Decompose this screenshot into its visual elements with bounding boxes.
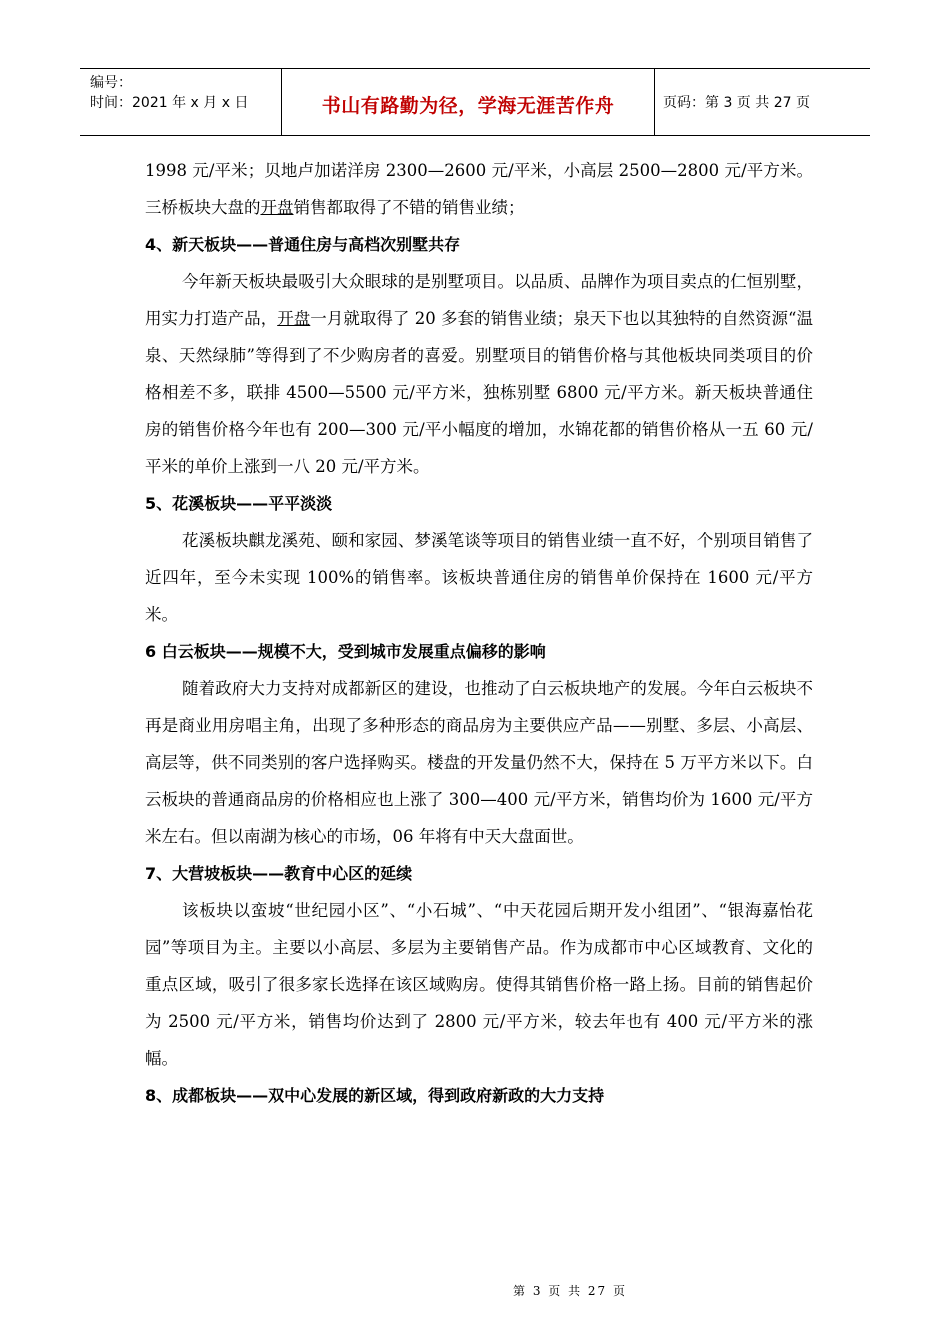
- section-heading-huaxi: 5、花溪板块——平平淡淡: [145, 494, 333, 513]
- paragraph-text: 销售都取得了不错的销售业绩；: [293, 198, 525, 217]
- page-header: [80, 68, 870, 136]
- paragraph-huaxi: 花溪板块麒龙溪苑、颐和家园、梦溪笔谈等项目的销售业绩一直不好，个别项目销售了近四年，至今未实现 100%的销售率。该板块普通住房的销售单价保持在 1600 元/平方米。: [145, 531, 813, 624]
- paragraph-baiyun: 随着政府大力支持对成都新区的建设，也推动了白云板块地产的发展。今年白云板块不再是商业用房唱主角，出现了多种形态的商品房为主要供应产品——别墅、多层、小高层、高层等，供不同类别的客户选择购买。楼盘的开发量仍然不大，保持在 5 万平方米以下。白云板块的普通商品房的价格相应也上涨了 300—400 元/平方米，销售均价为 1600 元/平方米左右。但以南湖为核心的市场，06 年将有中天大盘面世。: [145, 679, 813, 846]
- paragraph-xintian: [145, 263, 813, 485]
- section-heading-baiyun: 6 白云板块——规模不大，受到城市发展重点偏移的影响: [145, 642, 546, 661]
- section-heading-chengdu: 8、成都板块——双中心发展的新区域，得到政府新政的大力支持: [145, 1086, 605, 1105]
- header-page-info: 页码：第 3 页 共 27 页: [663, 95, 810, 111]
- underlined-term: 开盘: [260, 198, 294, 217]
- paragraph-text: 一月就取得了 20 多套的销售业绩；泉天下也以其独特的自然资源“温泉、天然绿肺”等得到了不少购房者的喜爱。别墅项目的销售价格与其他板块同类项目的价格相差不多，联排 4500—5500 元/平方米，独栋别墅 6800 元/平方米。新天板块普通住房的销售价格今年也有 200—300 元/平小幅度的增加，水锦花都的销售价格从一五 60 元/平米的单价上涨到一八 20 元/平方米。: [145, 309, 814, 476]
- document-number-label: 编号：: [90, 75, 132, 91]
- document-time-label: 时间：2021 年 x 月 x 日: [90, 95, 249, 111]
- paragraph-text: 今年新天板块最吸引大众眼球的是别墅项目。以品质、品牌作为项目卖点的仁恒别墅，用实力打造产品，: [145, 272, 813, 328]
- header-meta: [80, 69, 281, 135]
- section-heading-dayingpo: 7、大营坡板块——教育中心区的延续: [145, 864, 413, 883]
- document-body: [145, 152, 813, 1114]
- paragraph-text: 1998 元/平米；贝地卢加诺洋房 2300—2600 元/平米，小高层 2500—2800 元/平方米。三桥板块大盘的: [145, 161, 813, 217]
- paragraph-dayingpo: 该板块以蛮坡“世纪园小区”、“小石城”、“中天花园后期开发小组团”、“银海嘉怡花园”等项目为主。主要以小高层、多层为主要销售产品。作为成都市中心区域教育、文化的重点区域，吸引了很多家长选择在该区域购房。使得其销售价格一路上扬。目前的销售起价为 2500 元/平方米，销售均价达到了 2800 元/平方米，较去年也有 400 元/平方米的涨幅。: [145, 901, 813, 1068]
- header-motto: 书山有路勤为径，学海无涯苦作舟: [281, 69, 655, 135]
- section-heading-xintian: 4、新天板块——普通住房与高档次别墅共存: [145, 235, 461, 254]
- page-footer: 第 3 页 共 27 页: [513, 1284, 627, 1298]
- paragraph-sanqiao-prices: [145, 152, 813, 226]
- underlined-term: 开盘: [277, 309, 311, 328]
